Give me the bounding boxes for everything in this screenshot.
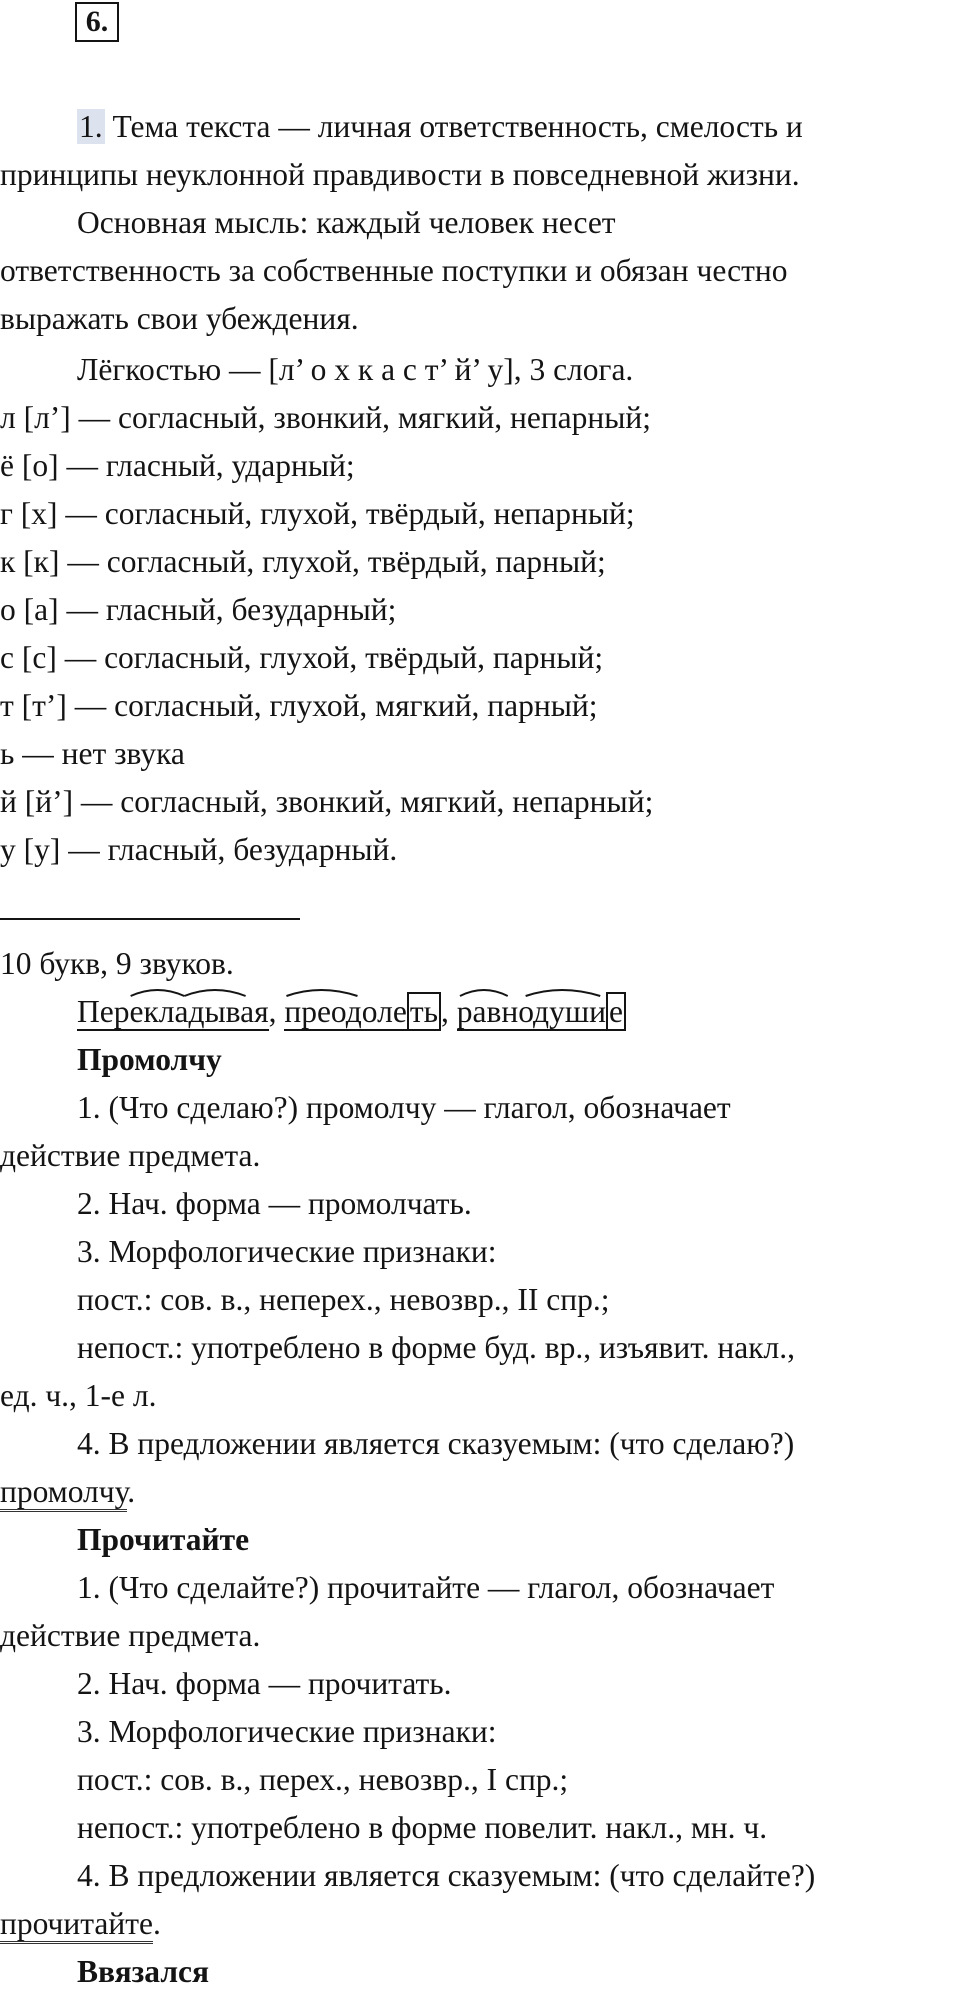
- phonetic-letter: с [с] — согласный, глухой, твёрдый, парный;: [0, 640, 604, 675]
- root-arc-mark: [77, 984, 269, 998]
- predicate-word: промолчу: [0, 1474, 127, 1512]
- analysis-heading: Ввязался: [77, 1954, 210, 1989]
- analysis-heading: Прочитайте: [77, 1522, 250, 1557]
- analysis-line: ед. ч., 1-е л.: [0, 1378, 157, 1413]
- ending-box: е: [606, 992, 626, 1031]
- phonetic-letter: г [х] — согласный, глухой, твёрдый, непарный;: [0, 496, 635, 531]
- phonetic-summary: 10 букв, 9 звуков.: [0, 946, 234, 981]
- analysis-line: 3. Морфологические признаки:: [77, 1714, 497, 1749]
- analysis-line: 1. (Что сделайте?) прочитайте — глагол, обозначает: [77, 1570, 775, 1605]
- theme-line-2: принципы неуклонной правдивости в повседневной жизни.: [0, 157, 800, 192]
- connecting-vowel: о: [518, 994, 534, 1029]
- theme-line-1: 1. Тема текста — личная ответственность, смелость и: [79, 109, 803, 144]
- predicate-word: прочитайте: [0, 1906, 153, 1944]
- analysis-line: 4. В предложении является сказуемым: (что сделайте?): [77, 1858, 816, 1893]
- idea-line-3: выражать свои убеждения.: [0, 301, 359, 336]
- analysis-line: пост.: сов. в., неперех., невозвр., II спр.;: [77, 1282, 610, 1317]
- morpheme-word-preodolet: преодоле: [284, 994, 407, 1031]
- root-arc-mark: [457, 984, 606, 998]
- analysis-line: пост.: сов. в., перех., невозвр., I спр.;: [77, 1762, 569, 1797]
- phonetic-letter: о [а] — гласный, безударный;: [0, 592, 397, 627]
- phonetic-letter: й [й’] — согласный, звонкий, мягкий, непарный;: [0, 784, 654, 819]
- idea-line-1: Основная мысль: каждый человек несет: [77, 205, 616, 240]
- analysis-line: 3. Морфологические признаки:: [77, 1234, 497, 1269]
- analysis-line: 4. В предложении является сказуемым: (что сделаю?): [77, 1426, 795, 1461]
- divider-rule: [0, 918, 300, 920]
- root-arc-mark: [284, 984, 407, 998]
- analysis-line: 2. Нач. форма — прочитать.: [77, 1666, 452, 1701]
- phonetic-letter: т [т’] — согласный, глухой, мягкий, парный;: [0, 688, 598, 723]
- phonetic-transcription: Лёгкостью — [л’ о х к а с т’ й’ у], 3 слога.: [77, 352, 634, 387]
- analysis-line: 2. Нач. форма — промолчать.: [77, 1186, 472, 1221]
- analysis-line: действие предмета.: [0, 1138, 261, 1173]
- analysis-line: непост.: употреблено в форме повелит. накл., мн. ч.: [77, 1810, 768, 1845]
- morpheme-word-perekladyvaya: Перекладывая: [77, 994, 269, 1031]
- item-number: 1.: [79, 109, 103, 144]
- analysis-line: действие предмета.: [0, 1618, 261, 1653]
- predicate-line: промолчу.: [0, 1468, 960, 1516]
- ending-box: ть: [407, 992, 441, 1031]
- phonetic-letter: ё [о] — гласный, ударный;: [0, 448, 355, 483]
- phonetic-letter: ь — нет звука: [0, 736, 185, 771]
- morphemic-analysis: Перекладывая, преодолеть, равнодушие: [0, 988, 960, 1036]
- analysis-line: 1. (Что сделаю?) промолчу — глагол, обозначает: [77, 1090, 731, 1125]
- morpheme-word-ravnodushie: равнодуши: [457, 994, 606, 1031]
- task-number-box: 6.: [75, 2, 119, 42]
- analysis-line: непост.: употреблено в форме буд. вр., изъявит. накл.,: [77, 1330, 795, 1365]
- idea-line-2: ответственность за собственные поступки и обязан честно: [0, 253, 788, 288]
- analysis-heading: Промолчу: [77, 1042, 222, 1077]
- phonetic-letter: л [л’] — согласный, звонкий, мягкий, непарный;: [0, 400, 652, 435]
- phonetic-letter: к [к] — согласный, глухой, твёрдый, парный;: [0, 544, 606, 579]
- phonetic-letter: у [у] — гласный, безударный.: [0, 832, 398, 867]
- predicate-line: прочитайте.: [0, 1900, 960, 1948]
